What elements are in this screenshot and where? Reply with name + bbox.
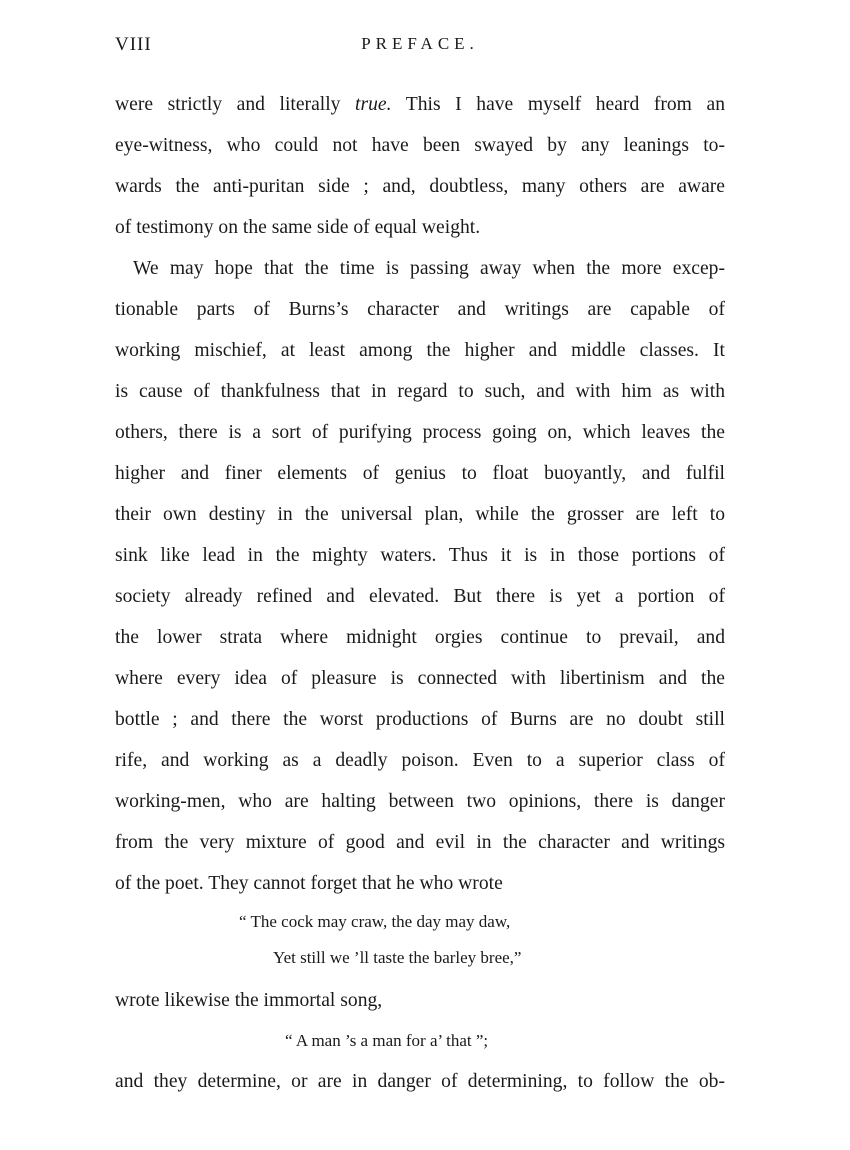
text-line: rife, and working as a deadly poison. Even to a superior class of — [115, 750, 725, 771]
page-header — [115, 34, 725, 64]
text-line: of the poet. They cannot forget that he who wrote — [115, 873, 503, 894]
text-line: wards the anti-puritan side ; and, doubtless, many others are aware — [115, 176, 725, 197]
text-line-end: This I have myself heard from an — [391, 94, 725, 115]
italic-word: true. — [355, 94, 392, 115]
text-line: tionable parts of Burns’s character and writings are capable of — [115, 299, 725, 320]
text-line-start: were strictly and literally — [115, 94, 356, 115]
text-line: others, there is a sort of purifying process going on, which leaves the — [115, 422, 725, 443]
page-number: VIII — [115, 34, 152, 55]
text-line: eye-witness, who could not have been swayed by any leanings to- — [115, 135, 725, 156]
text-line: their own destiny in the universal plan, while the grosser are left to — [115, 504, 725, 525]
text-line: and they determine, or are in danger of determining, to follow the ob- — [115, 1071, 725, 1092]
verse-line: “ The cock may craw, the day may daw, — [239, 912, 511, 931]
text-line: We may hope that the time is passing away when the more excep- — [133, 258, 725, 279]
text-line: working-men, who are halting between two opinions, there is danger — [115, 791, 725, 812]
text-line: sink like lead in the mighty waters. Thus it is in those portions of — [115, 545, 725, 566]
text-line: the lower strata where midnight orgies continue to prevail, and — [115, 627, 725, 648]
page-body — [115, 84, 725, 1102]
text-line: higher and finer elements of genius to float buoyantly, and fulfil — [115, 463, 725, 484]
text-line: bottle ; and there the worst productions of Burns are no doubt still — [115, 709, 725, 730]
text-line: is cause of thankfulness that in regard to such, and with him as with — [115, 381, 725, 402]
text-line: society already refined and elevated. But there is yet a portion of — [115, 586, 725, 607]
text-line — [115, 84, 725, 125]
text-line: working mischief, at least among the higher and middle classes. It — [115, 340, 725, 361]
text-line: where every idea of pleasure is connected with libertinism and the — [115, 668, 725, 689]
text-line: of testimony on the same side of equal weight. — [115, 217, 481, 238]
text-line: wrote likewise the immortal song, — [115, 990, 383, 1011]
text-line: from the very mixture of good and evil in the character and writings — [115, 832, 725, 853]
verse-line: Yet still we ’ll taste the barley bree,” — [273, 948, 522, 967]
running-title: PREFACE. — [361, 34, 479, 53]
verse-line: “ A man ’s a man for a’ that ”; — [285, 1031, 489, 1050]
